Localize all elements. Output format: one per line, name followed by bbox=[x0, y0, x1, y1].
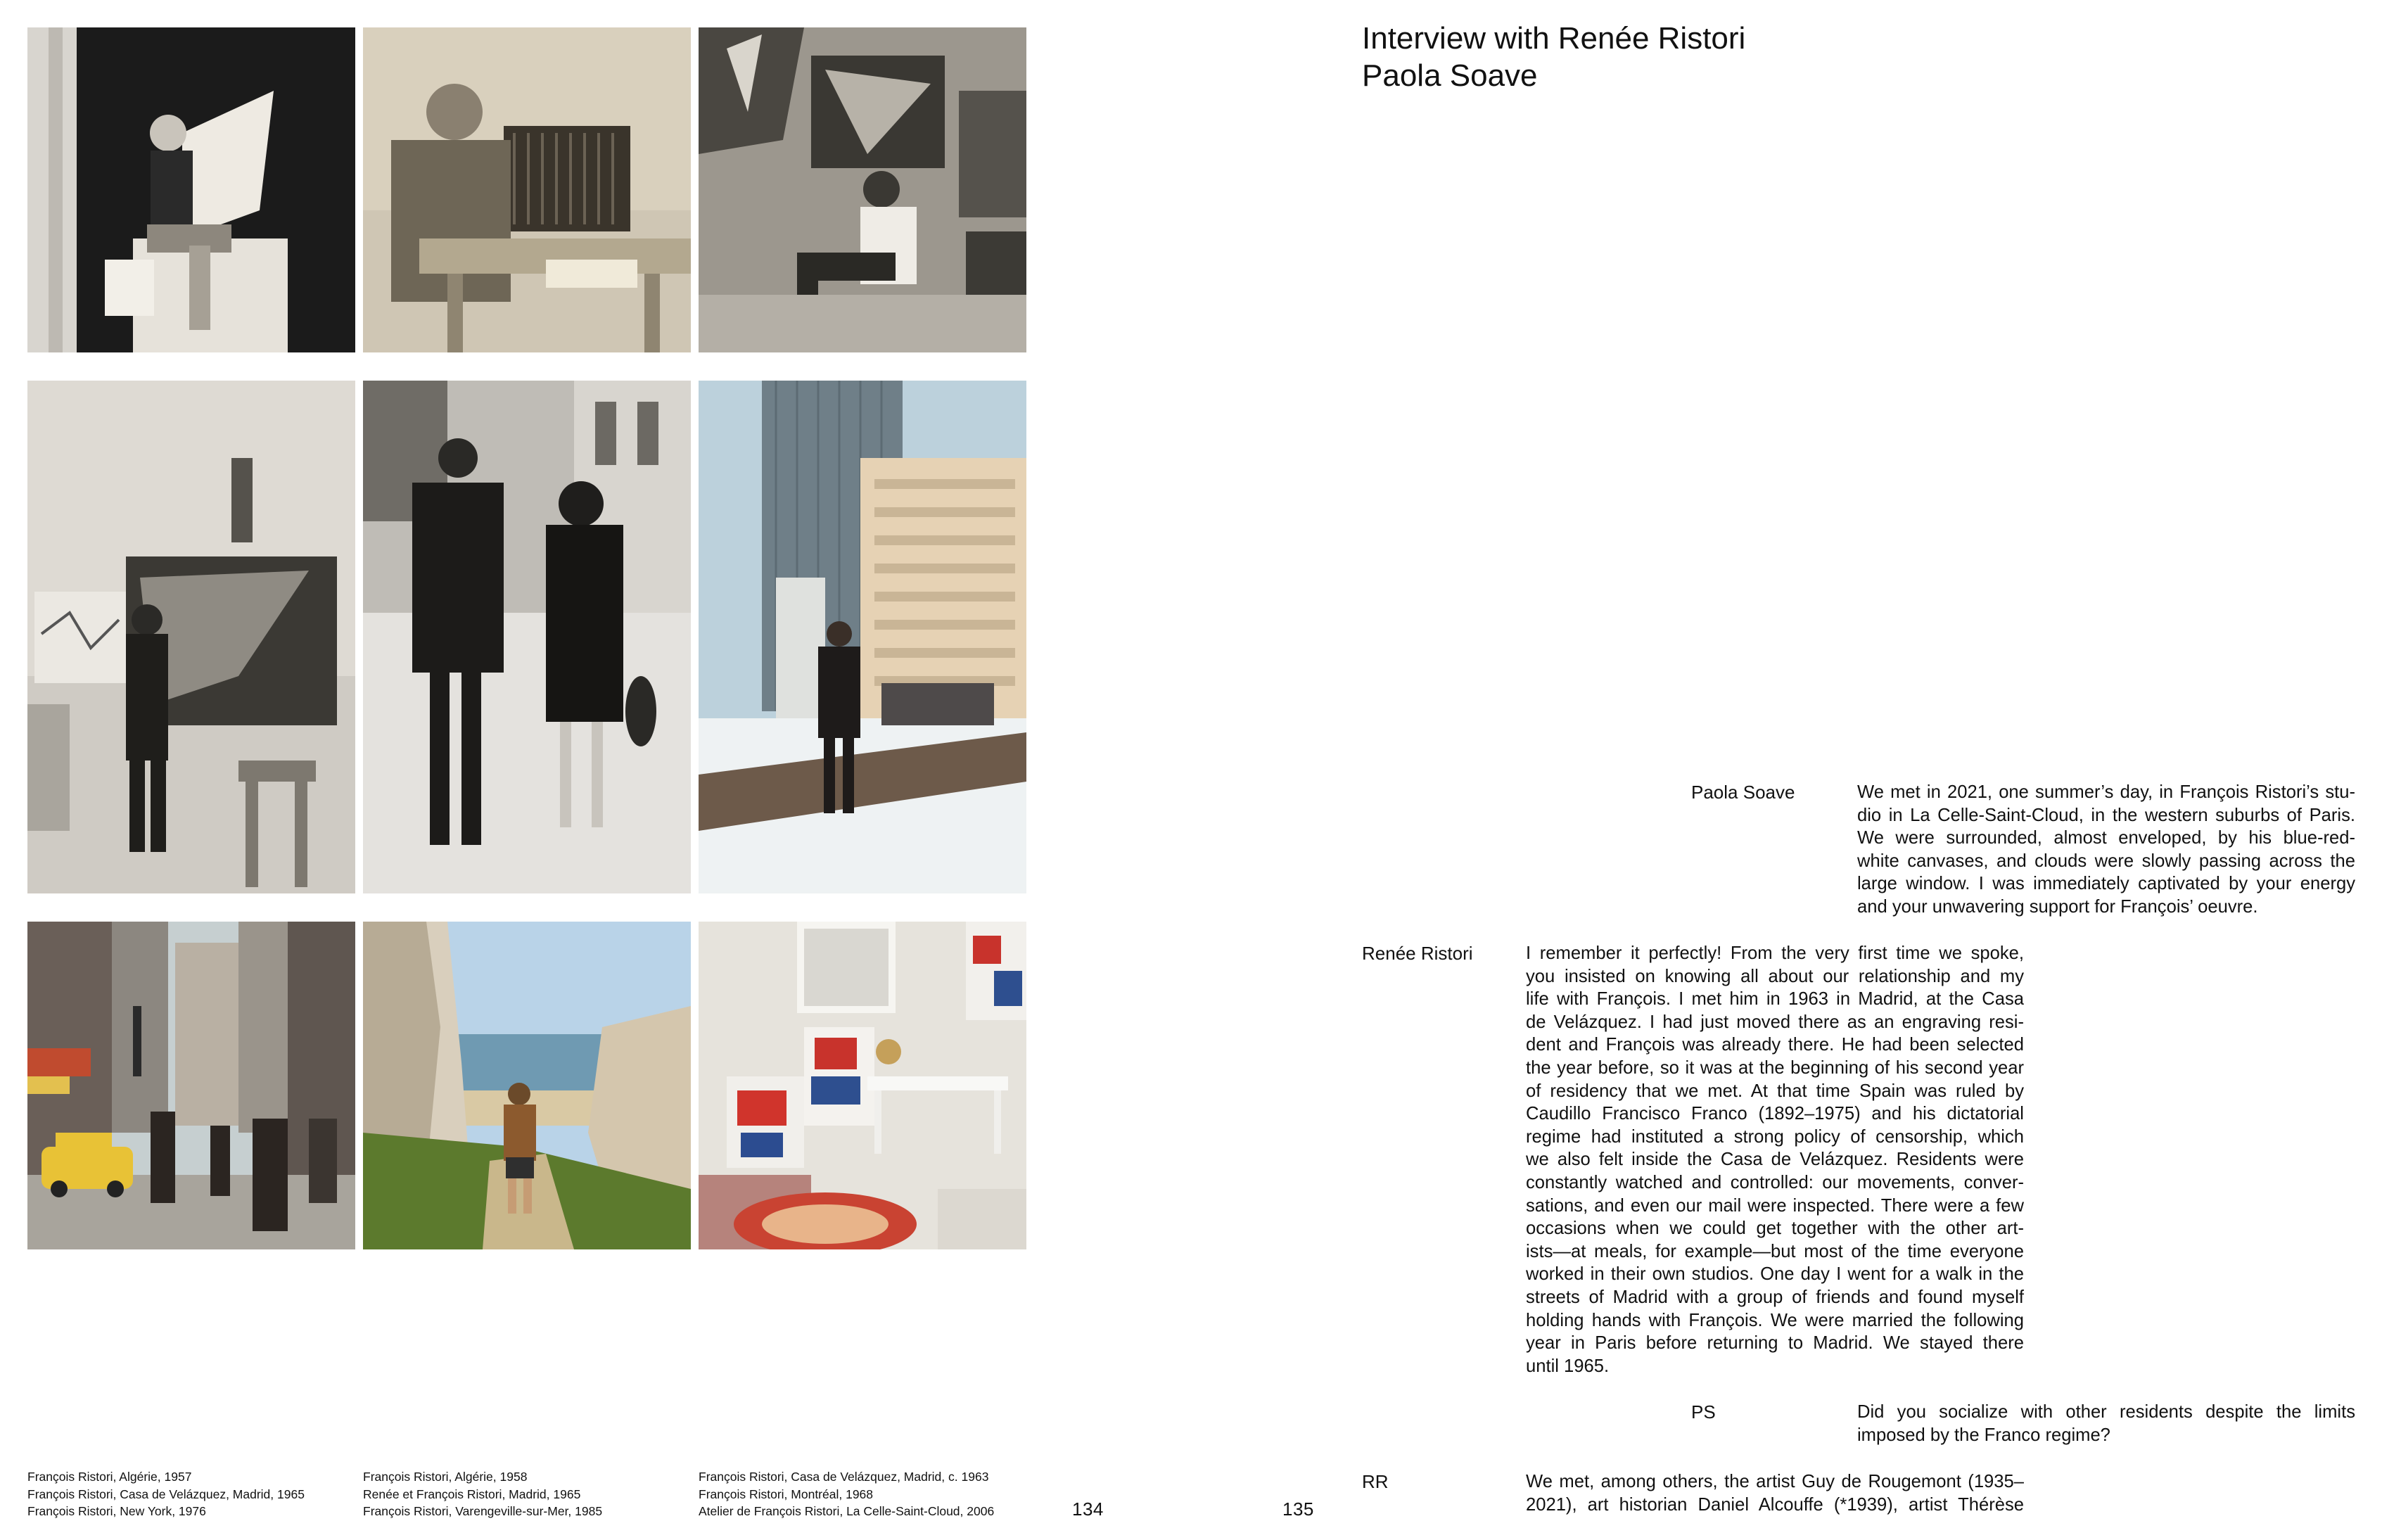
title-author: Paola Soave bbox=[1362, 58, 1538, 93]
text-line: year in Paris before returning to Madrid. We stayed there bbox=[1526, 1333, 2024, 1354]
text-line: Did you socialize with other residents despite the limits bbox=[1857, 1402, 2355, 1422]
caption-column-2 bbox=[363, 1468, 602, 1520]
page-number-left: 134 bbox=[1072, 1498, 1104, 1520]
caption: François Ristori, Casa de Velázquez, Madrid, c. 1963 bbox=[699, 1470, 989, 1484]
title-line: Interview with Renée Ristori bbox=[1362, 21, 1746, 56]
text-line: large window. I was immediately captivated by your energy bbox=[1857, 874, 2355, 894]
speaker-label: Renée Ristori bbox=[1362, 943, 1473, 964]
photo-bw-man-on-phone-at-desk bbox=[363, 27, 691, 352]
dialogue-paragraph bbox=[1526, 942, 2024, 1377]
text-line: and your unwavering support for François’ oeuvre. bbox=[1857, 896, 2258, 917]
photo-bw-artist-at-easel bbox=[27, 381, 355, 893]
photo-color-studio-interior bbox=[699, 922, 1026, 1249]
caption: François Ristori, Montréal, 1968 bbox=[699, 1487, 874, 1501]
speaker-label: RR bbox=[1362, 1471, 1389, 1492]
caption: François Ristori, Algérie, 1958 bbox=[363, 1470, 528, 1484]
text-line: streets of Madrid with a group of friends and found myself bbox=[1526, 1287, 2024, 1307]
caption: François Ristori, Casa de Velázquez, Madrid, 1965 bbox=[27, 1487, 305, 1501]
text-line: you insisted on knowing all about our relationship and my bbox=[1526, 966, 2024, 986]
text-line: 2021), art historian Daniel Alcouffe (*1939), artist Thérèse bbox=[1526, 1494, 2024, 1515]
text-line: I remember it perfectly! From the very first time we spoke, bbox=[1526, 943, 2024, 963]
caption: Renée et François Ristori, Madrid, 1965 bbox=[363, 1487, 581, 1501]
dialogue-paragraph bbox=[1857, 1401, 2355, 1446]
photo-bw-artist-seated-before-paintings bbox=[699, 27, 1026, 352]
caption: François Ristori, New York, 1976 bbox=[27, 1504, 206, 1518]
text-line: sations, and even our mail were inspected. There were a few bbox=[1526, 1195, 2024, 1216]
text-line: We met, among others, the artist Guy de Rougemont (1935– bbox=[1526, 1472, 2024, 1491]
caption: François Ristori, Algérie, 1957 bbox=[27, 1470, 192, 1484]
dialogue-paragraph bbox=[1857, 781, 2355, 919]
text-line: the year before, so it was at the beginning of his second year bbox=[1526, 1057, 2024, 1078]
text-line: imposed by the Franco regime? bbox=[1857, 1425, 2110, 1445]
text-line: we also felt inside the Casa de Velázquez. Residents were bbox=[1526, 1150, 2024, 1170]
caption: Atelier de François Ristori, La Celle-Saint-Cloud, 2006 bbox=[699, 1504, 995, 1518]
text-line: life with François. I met him in 1963 in Madrid, at the Casa bbox=[1526, 989, 2024, 1010]
caption-column-1 bbox=[27, 1468, 305, 1520]
text-line: Caudillo Francisco Franco (1892–1975) and his dictatorial bbox=[1526, 1104, 2024, 1124]
text-line: until 1965. bbox=[1526, 1356, 1610, 1376]
photo-color-man-on-coastal-path bbox=[363, 922, 691, 1249]
page-number-right: 135 bbox=[1282, 1498, 1314, 1520]
speaker-label: Paola Soave bbox=[1691, 782, 1795, 803]
text-line: holding hands with François. We were married the following bbox=[1526, 1310, 2024, 1330]
text-line: constantly watched and controlled: our movements, conver- bbox=[1526, 1172, 2024, 1192]
dialogue-paragraph bbox=[1526, 1470, 2024, 1516]
text-line: regime had instituted a strong policy of censorship, which bbox=[1526, 1126, 2024, 1147]
text-line: ists—at meals, for example—but most of the time everyone bbox=[1526, 1241, 2024, 1261]
text-line: de Velázquez. I had just moved there as an engraving resi- bbox=[1526, 1012, 2024, 1032]
page-title bbox=[1362, 20, 1745, 94]
text-line: We were surrounded, almost enveloped, by his blue-red- bbox=[1857, 828, 2355, 848]
text-line: of residency that we met. At that time Spain was ruled by bbox=[1526, 1081, 2024, 1101]
photo-bw-artist-seated-studio-curtain bbox=[27, 27, 355, 352]
text-line: worked in their own studios. One day I went for a walk in the bbox=[1526, 1264, 2024, 1285]
photo-bw-couple-walking-street bbox=[363, 381, 691, 893]
speaker-label: PS bbox=[1691, 1401, 1716, 1423]
photo-color-man-in-snowy-city bbox=[699, 381, 1026, 893]
text-line: occasions when we could get together with the other art- bbox=[1526, 1218, 2024, 1239]
text-line: dent and François was already there. He had been selected bbox=[1526, 1035, 2024, 1055]
caption-column-3 bbox=[699, 1468, 994, 1520]
text-line: dio in La Celle-Saint-Cloud, in the western suburbs of Paris. bbox=[1857, 805, 2355, 825]
caption: François Ristori, Varengeville-sur-Mer, 1985 bbox=[363, 1504, 603, 1518]
text-line: We met in 2021, one summer’s day, in François Ristori’s stu- bbox=[1857, 782, 2355, 802]
text-line: white canvases, and clouds were slowly passing across the bbox=[1857, 851, 2355, 871]
photo-color-new-york-street-taxi bbox=[27, 922, 355, 1249]
